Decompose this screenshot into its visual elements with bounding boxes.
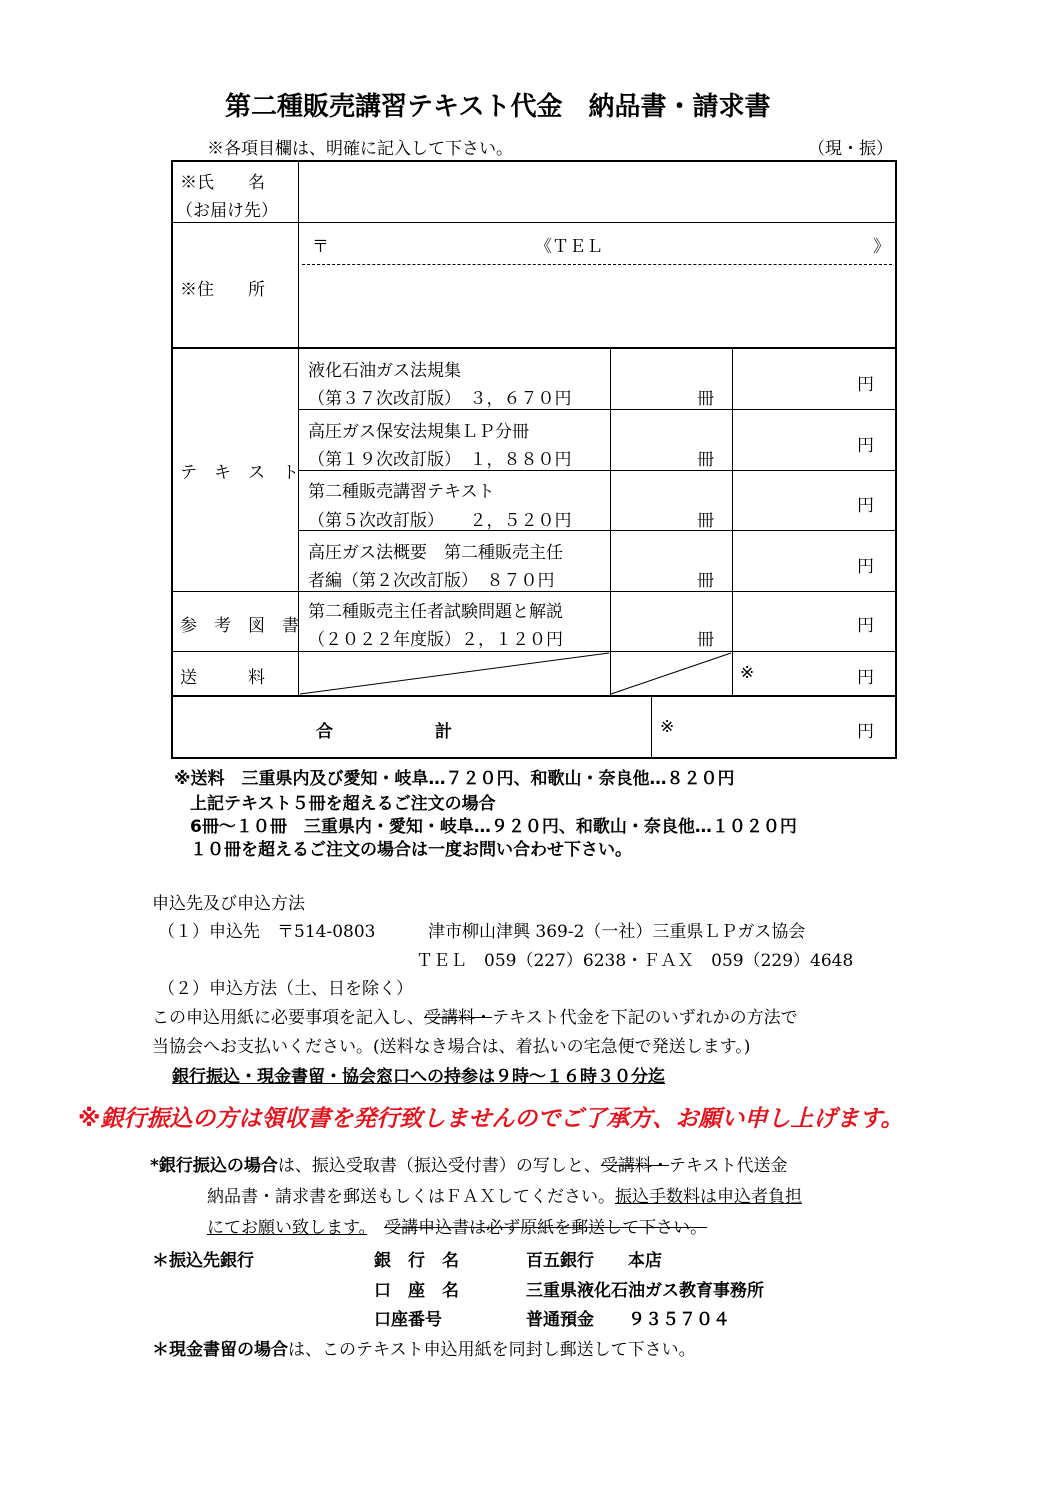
address-label: ※住 所 (180, 280, 265, 300)
bank-line-3: にてお願い致します。 受講申込書は必ず原紙を郵送して下さい。 (207, 1218, 708, 1238)
item-4-price: 者編（第２次改訂版） ８７０円 (308, 571, 555, 591)
bank-name-label: 銀 行 名 (374, 1251, 459, 1271)
item-3-title: 第二種販売講習テキスト (308, 482, 495, 502)
bank-line-2: 納品書・請求書を郵送もしくはＦＡＸしてください。振込手数料は申込者負担 (207, 1187, 802, 1207)
shipping-unit-yen: 円 (857, 668, 874, 688)
item-1-title: 液化石油ガス法規集 (308, 361, 461, 381)
bank-dest-label: ＊振込先銀行 (152, 1251, 254, 1271)
shipping-note-3: 6冊～１０冊 三重県内・愛知・岐阜…９２０円、和歌山・奈良他…１０２０円 (190, 817, 797, 837)
name-sub-label: （お届け先） (176, 201, 278, 221)
shipping-note-2: 上記テキスト５冊を超えるご注文の場合 (190, 794, 496, 814)
total-unit-yen: 円 (857, 722, 874, 742)
account-name-value: 三重県液化石油ガス教育事務所 (526, 1281, 764, 1301)
total-mark: ※ (660, 717, 675, 737)
apply-para-1: この申込用紙に必要事項を記入し、受講料・テキスト代金を下記のいずれかの方法で (152, 1008, 798, 1028)
item-1-price: （第３７次改訂版） ３，６７０円 (308, 389, 572, 409)
item-4-unit-book: 冊 (697, 571, 714, 591)
item-5-unit-yen: 円 (857, 616, 874, 636)
item-5-price: （２０２２年度版）２，１２０円 (308, 630, 563, 650)
shipping-note-4: １０冊を超えるご注文の場合は一度お問い合わせ下さい。 (190, 840, 632, 860)
shipping-note-1: ※送料 三重県内及び愛知・岐阜…７２０円、和歌山・奈良他…８２０円 (174, 769, 735, 789)
item-2-unit-book: 冊 (697, 450, 714, 470)
fill-instruction: ※各項目欄は、明確に記入して下さい。 (207, 139, 513, 159)
receipt-warning: ※銀行振込の方は領収書を発行致しませんのでご了承方、お願い申し上げます。 (78, 1106, 904, 1132)
ref-label: 参 考 図 書 (180, 616, 299, 636)
item-1-unit-yen: 円 (857, 375, 874, 395)
item-4-unit-yen: 円 (857, 557, 874, 577)
bank-lead: *銀行振込の場合は、振込受取書（振込受付書）の写しと、受講料・テキスト代送金 (150, 1156, 788, 1176)
payment-mark: （現・振） (808, 139, 893, 159)
item-2-price: （第１９次改訂版） １，８８０円 (308, 450, 572, 470)
account-name-label: 口 座 名 (374, 1281, 459, 1301)
name-field[interactable] (300, 162, 893, 220)
apply-dest-label: （１）申込先 〒514-0803 (158, 922, 376, 942)
cash-note: ＊現金書留の場合は、このテキスト申込用紙を同封し郵送して下さい。 (152, 1340, 696, 1360)
apply-para-2: 当協会へお支払いください。(送料なき場合は、着払いの宅急便で発送します。) (152, 1037, 751, 1057)
total-label: 合 計 (316, 722, 452, 742)
shipping-diagonal (298, 651, 733, 696)
tel-close: 》 (873, 237, 890, 257)
apply-method-label: （２）申込方法（土、日を除く） (158, 979, 413, 999)
shipping-mark: ※ (740, 663, 755, 683)
item-1-unit-book: 冊 (697, 389, 714, 409)
text-label: テ キ ス ト (180, 463, 299, 483)
item-3-price: （第５次改訂版） ２，５２０円 (308, 511, 572, 531)
item-5-title: 第二種販売主任者試験問題と解説 (308, 602, 563, 622)
item-2-unit-yen: 円 (857, 436, 874, 456)
item-3-unit-book: 冊 (697, 511, 714, 531)
apply-heading: 申込先及び申込方法 (152, 894, 305, 914)
item-2-title: 高圧ガス保安法規集ＬＰ分冊 (308, 422, 529, 442)
address-field[interactable] (300, 266, 893, 346)
item-5-unit-book: 冊 (697, 630, 714, 650)
bank-name-value: 百五銀行 本店 (526, 1251, 662, 1271)
item-3-unit-yen: 円 (857, 496, 874, 516)
postal-mark: 〒 (312, 237, 329, 257)
item-4-title: 高圧ガス法概要 第二種販売主任 (308, 543, 563, 563)
page-title: 第二種販売講習テキスト代金 納品書・請求書 (225, 92, 771, 122)
apply-hours: 銀行振込・現金書留・協会窓口への持参は９時～１６時３０分迄 (172, 1067, 665, 1087)
account-number-label: 口座番号 (374, 1310, 442, 1330)
tel-open: 《ＴＥＬ (535, 237, 603, 257)
apply-dest-tel: ＴＥＬ 059（227）6238・ＦＡＸ 059（229）4648 (416, 951, 854, 971)
apply-dest-address: 津市柳山津興 369-2（一社）三重県ＬＰガス協会 (428, 922, 806, 942)
account-number-value: 普通預金 ９３５７０４ (526, 1310, 730, 1330)
shipping-label: 送 料 (180, 668, 265, 688)
name-label: ※氏 名 (180, 173, 265, 193)
